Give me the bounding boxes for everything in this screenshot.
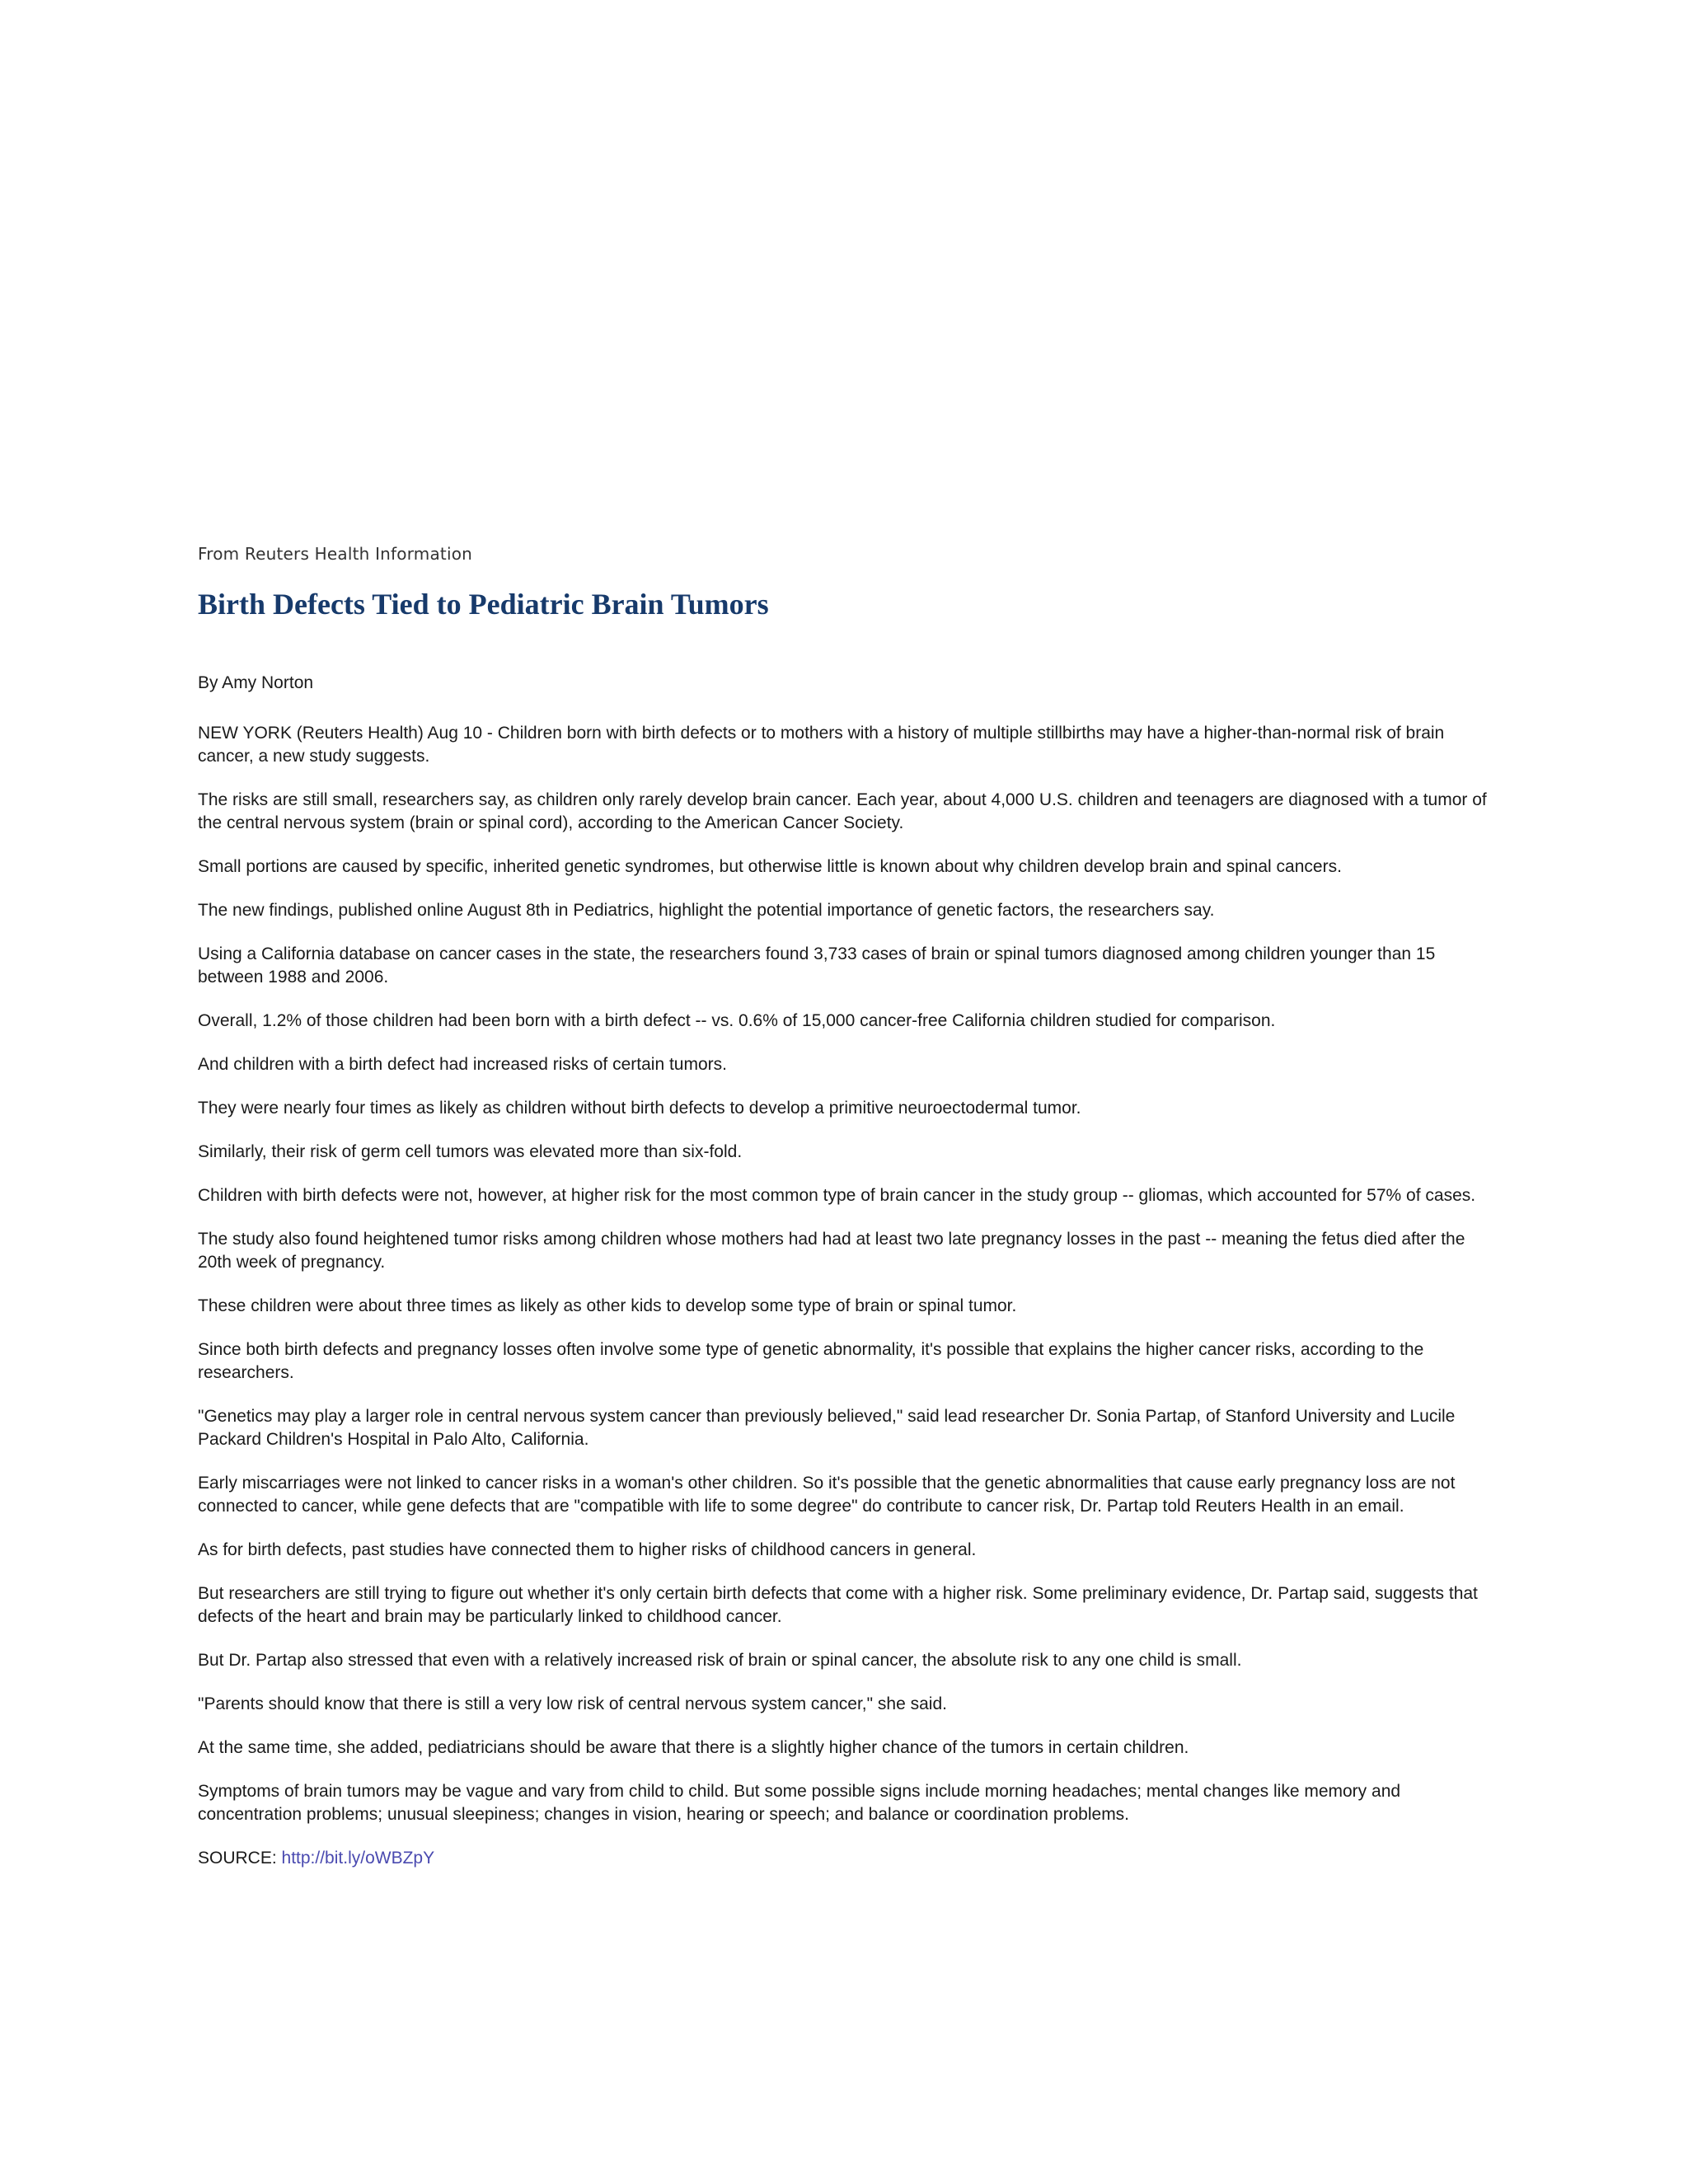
paragraph-8: They were nearly four times as likely as children without birth defects to develop a primitive neuroectodermal tumor. <box>198 1099 1081 1118</box>
paragraph-13: Since both birth defects and pregnancy losses often involve some type of genetic abnormality, it's possible that explains the higher cancer risks, according to the researchers. <box>198 1340 1424 1382</box>
paragraph-6: Overall, 1.2% of those children had been born with a birth defect -- vs. 0.6% of 15,000 cancer-free California children studied for comparison. <box>198 1011 1276 1030</box>
article-body <box>198 672 1500 1891</box>
byline: By Amy Norton <box>198 673 314 692</box>
paragraph-17: But researchers are still trying to figure out whether it's only certain birth defects that come with a higher risk. Some preliminary evidence, Dr. Partap said, suggests that defects of the heart and brain may be particularly linked to childhood cancer. <box>198 1584 1478 1626</box>
paragraph-15: Early miscarriages were not linked to cancer risks in a woman's other children. So it's possible that the genetic abnormalities that cause early pregnancy loss are not connected to cancer, while gene defects that are "compatible with life to some degree" do contribute to cancer risk, Dr. Partap told Reuters Health in an email. <box>198 1474 1456 1516</box>
headline: Birth Defects Tied to Pediatric Brain Tumors <box>198 588 769 621</box>
source-label: SOURCE: <box>198 1849 277 1868</box>
source-line: From Reuters Health Information <box>198 544 473 564</box>
paragraph-5: Using a California database on cancer cases in the state, the researchers found 3,733 cases of brain or spinal tumors diagnosed among children younger than 15 between 1988 and 2006. <box>198 944 1436 987</box>
paragraph-1: NEW YORK (Reuters Health) Aug 10 - Children born with birth defects or to mothers with a history of multiple stillbirths may have a higher-than-normal risk of brain cancer, a new study suggests. <box>198 724 1445 766</box>
source-citation <box>198 1847 1500 1870</box>
source-link[interactable]: http://bit.ly/oWBZpY <box>281 1849 435 1868</box>
paragraph-2: The risks are still small, researchers say, as children only rarely develop brain cancer. Each year, about 4,000 U.S. children and teenagers are diagnosed with a tumor of the central nervous system (brain or spinal cord), according to the American Cancer Society. <box>198 790 1487 832</box>
paragraph-14: "Genetics may play a larger role in central nervous system cancer than previously believed," said lead researcher Dr. Sonia Partap, of Stanford University and Lucile Packard Children's Hospital in Palo Alto, California. <box>198 1407 1456 1449</box>
paragraph-11: The study also found heightened tumor risks among children whose mothers had had at least two late pregnancy losses in the past -- meaning the fetus died after the 20th week of pregnancy. <box>198 1230 1465 1272</box>
paragraph-7: And children with a birth defect had increased risks of certain tumors. <box>198 1055 727 1074</box>
paragraph-18: But Dr. Partap also stressed that even with a relatively increased risk of brain or spinal cancer, the absolute risk to any one child is small. <box>198 1651 1242 1670</box>
paragraph-20: At the same time, she added, pediatricians should be aware that there is a slightly higher chance of the tumors in certain children. <box>198 1738 1189 1757</box>
paragraph-9: Similarly, their risk of germ cell tumors was elevated more than six-fold. <box>198 1142 743 1161</box>
paragraph-3: Small portions are caused by specific, inherited genetic syndromes, but otherwise little is known about why children develop brain and spinal cancers. <box>198 857 1342 876</box>
paragraph-19: "Parents should know that there is still a very low risk of central nervous system cancer," she said. <box>198 1694 947 1713</box>
paragraph-16: As for birth defects, past studies have connected them to higher risks of childhood cancers in general. <box>198 1540 977 1559</box>
paragraph-10: Children with birth defects were not, however, at higher risk for the most common type of brain cancer in the study group -- gliomas, which accounted for 57% of cases. <box>198 1186 1476 1205</box>
paragraph-4: The new findings, published online August 8th in Pediatrics, highlight the potential importance of genetic factors, the researchers say. <box>198 901 1215 920</box>
paragraph-12: These children were about three times as likely as other kids to develop some type of brain or spinal tumor. <box>198 1296 1017 1315</box>
paragraph-21: Symptoms of brain tumors may be vague and vary from child to child. But some possible signs include morning headaches; mental changes like memory and concentration problems; unusual sleepiness; changes in vision, hearing or speech; and balance or coordination problems. <box>198 1782 1401 1824</box>
